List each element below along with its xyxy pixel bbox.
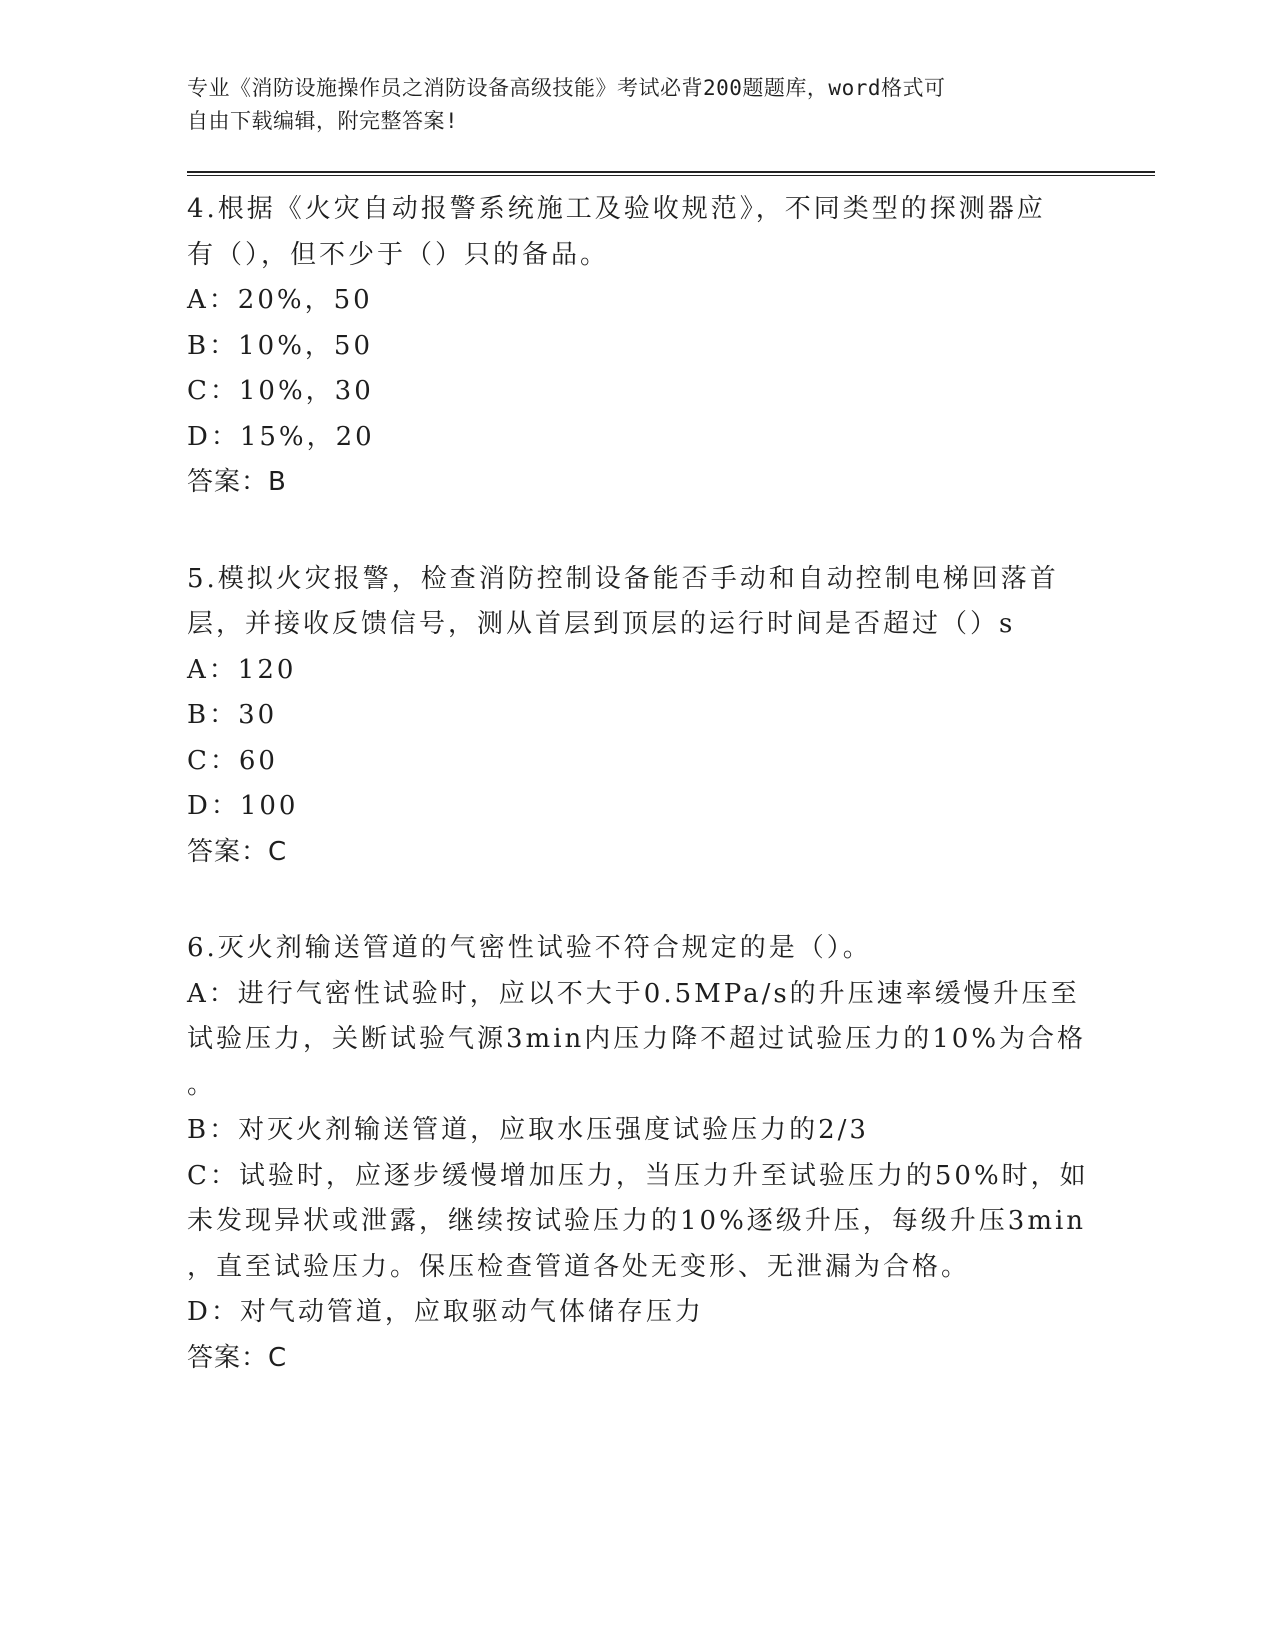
question-list xyxy=(187,187,1089,1432)
answer-label: 答案：C xyxy=(187,836,288,867)
answer-label: 答案：B xyxy=(187,467,287,497)
option-line: A：进行气密性试验时，应以不大于0.5MPa/s的升压速率缓慢升压至 xyxy=(187,978,1080,1009)
option-d: D：100 xyxy=(187,791,299,821)
header-rule-bottom xyxy=(187,175,1155,176)
question-stem xyxy=(187,926,1067,972)
option-line: C：试验时，应逐步缓慢增加压力，当压力升至试验压力的50%时，如 xyxy=(187,1160,1089,1191)
option-d: D：15%，20 xyxy=(187,421,375,452)
option-b: B：10%，50 xyxy=(187,330,373,361)
stem-line: 有（），但不少于（）只的备品。 xyxy=(187,239,610,270)
question-stem xyxy=(187,557,1067,648)
answer-label: 答案：C xyxy=(187,1342,288,1373)
stem-line: 5.模拟火灾报警，检查消防控制设备能否手动和自动控制电梯回落首 xyxy=(187,563,1059,594)
stem-line: 6.灭火剂输送管道的气密性试验不符合规定的是（）。 xyxy=(187,933,872,963)
question-stem xyxy=(187,187,1067,278)
option-c: C：60 xyxy=(187,745,278,776)
option-a xyxy=(187,972,1087,1109)
option-b: B：对灭火剂输送管道，应取水压强度试验压力的2/3 xyxy=(187,1115,869,1145)
header-rule-top xyxy=(187,171,1155,173)
option-line: ，直至试验压力。保压检查管道各处无变形、无泄漏为合格。 xyxy=(187,1251,971,1282)
option-line: 未发现异状或泄露，继续按试验压力的10%逐级升压，每级升压3min xyxy=(187,1206,1087,1236)
option-a: A：120 xyxy=(187,654,297,685)
question-5 xyxy=(187,557,1067,876)
document-header xyxy=(187,72,1067,138)
header-line-1: 专业《消防设施操作员之消防设备高级技能》考试必背200题题库，word格式可 xyxy=(187,76,946,100)
option-line: 试验压力，关断试验气源3min内压力降不超过试验压力的10%为合格 xyxy=(187,1024,1087,1054)
header-line-2: 自由下载编辑，附完整答案! xyxy=(187,109,459,133)
stem-line: 4.根据《火灾自动报警系统施工及验收规范》，不同类型的探测器应 xyxy=(187,194,1046,224)
option-line: 。 xyxy=(187,1069,217,1100)
question-4 xyxy=(187,187,1067,506)
option-d: D：对气动管道，应取驱动气体储存压力 xyxy=(187,1297,704,1327)
option-a: A：20%，50 xyxy=(187,285,373,315)
option-b: B：30 xyxy=(187,700,278,730)
stem-line: 层，并接收反馈信号，测从首层到顶层的运行时间是否超过（）s xyxy=(187,609,1016,639)
option-c: C：10%，30 xyxy=(187,376,374,406)
question-6 xyxy=(187,926,1089,1381)
option-c xyxy=(187,1154,1089,1291)
